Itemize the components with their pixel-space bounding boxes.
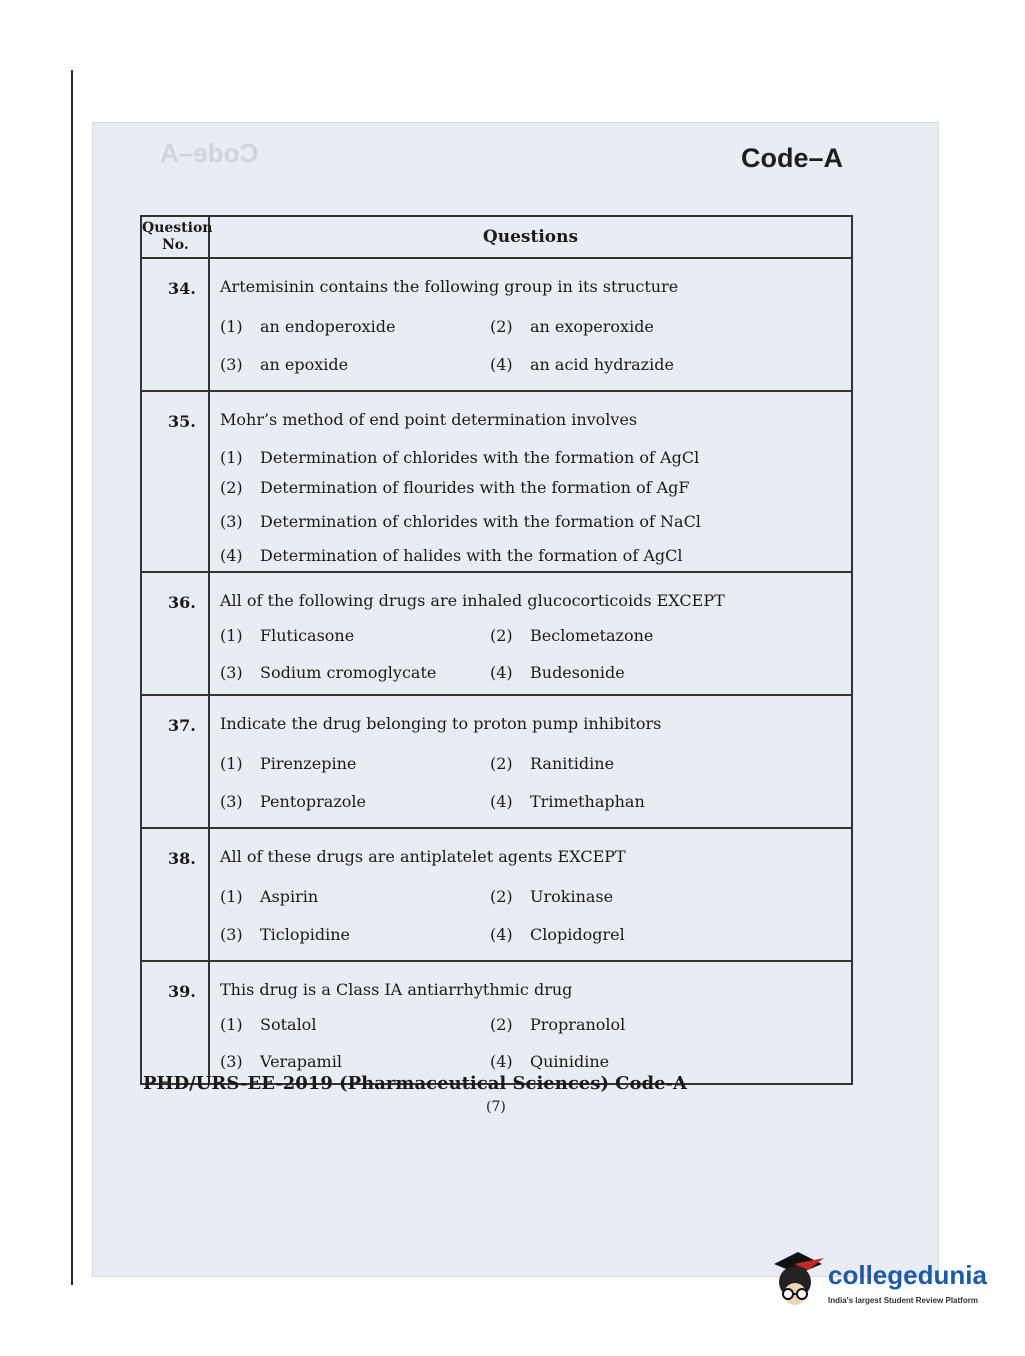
option (490, 355, 674, 374)
question-number: 34. (141, 258, 209, 391)
questions-header: Questions (209, 216, 852, 258)
options-group (220, 611, 851, 694)
question-row (141, 828, 852, 961)
option-text: Pirenzepine (260, 754, 357, 773)
option (220, 663, 436, 682)
option-number: (2) (490, 626, 513, 645)
option (220, 754, 356, 773)
logo-tagline: India's largest Student Review Platform (828, 1296, 978, 1305)
option-text: Determination of chlorides with the formation of AgCl (260, 448, 700, 467)
option-text: Pentoprazole (260, 792, 366, 811)
question-cell (209, 391, 852, 572)
option (490, 1015, 625, 1034)
option-text: Determination of flourides with the formation of AgF (260, 478, 690, 497)
question-row (141, 258, 852, 391)
header-line-1: Question (142, 220, 213, 236)
option-number: (2) (490, 317, 513, 336)
mascot-icon (768, 1250, 824, 1312)
option-number: (3) (220, 512, 243, 531)
option-text: Trimethaphan (530, 792, 645, 811)
question-number: 35. (141, 391, 209, 572)
option (220, 512, 701, 531)
option-number: (3) (220, 925, 243, 944)
options-group (220, 734, 851, 827)
question-table (140, 215, 853, 1085)
option-number: (1) (220, 448, 243, 467)
question-stem: This drug is a Class IA antiarrhythmic drug (220, 980, 573, 999)
option-text: Budesonide (530, 663, 625, 682)
option (490, 754, 614, 773)
option-text: Verapamil (260, 1052, 342, 1071)
options-group (220, 430, 851, 571)
question-number: 38. (141, 828, 209, 961)
table-header-row (141, 216, 852, 258)
option-text: Clopidogrel (530, 925, 625, 944)
collegedunia-logo (768, 1250, 998, 1320)
option-text: Ticlopidine (260, 925, 350, 944)
question-no-header (141, 216, 213, 258)
option-text: Sotalol (260, 1015, 317, 1034)
option-text: an endoperoxide (260, 317, 396, 336)
option-text: Determination of chlorides with the formation of NaCl (260, 512, 701, 531)
code-label: Code–A (741, 143, 844, 173)
question-stem: All of the following drugs are inhaled glucocorticoids EXCEPT (220, 591, 725, 610)
option (490, 626, 653, 645)
header-line-2: No. (162, 237, 189, 253)
option (220, 925, 350, 944)
option-number: (4) (490, 663, 513, 682)
paper-footer: PHD/URS-EE-2019 (Pharmaceutical Sciences) Code-A (143, 1073, 687, 1094)
option (490, 1052, 609, 1071)
option (220, 546, 682, 565)
option-number: (3) (220, 663, 243, 682)
option (490, 792, 645, 811)
scan-edge (71, 70, 73, 1285)
option-text: Propranolol (530, 1015, 626, 1034)
option-number: (1) (220, 626, 243, 645)
question-cell (209, 961, 852, 1084)
option-text: an acid hydrazide (530, 355, 674, 374)
option (490, 887, 613, 906)
question-row (141, 961, 852, 1084)
option (220, 317, 395, 336)
question-stem: Artemisinin contains the following group in its structure (220, 277, 679, 296)
option (220, 887, 318, 906)
option-text: an epoxide (260, 355, 349, 374)
question-number: 37. (141, 695, 209, 828)
option (490, 317, 654, 336)
option (220, 1015, 316, 1034)
option-number: (2) (220, 478, 243, 497)
option-number: (4) (490, 1052, 513, 1071)
question-cell (209, 828, 852, 961)
option-text: Sodium cromoglycate (260, 663, 437, 682)
option-number: (2) (490, 1015, 513, 1034)
option-number: (3) (220, 355, 243, 374)
question-number: 39. (141, 961, 209, 1084)
option-number: (4) (490, 925, 513, 944)
option (220, 1052, 342, 1071)
option (220, 448, 699, 467)
options-group (220, 297, 851, 390)
option-text: Fluticasone (260, 626, 355, 645)
option-number: (2) (490, 754, 513, 773)
option-number: (1) (220, 887, 243, 906)
question-row (141, 391, 852, 572)
option-number: (1) (220, 1015, 243, 1034)
options-group (220, 867, 851, 960)
option (220, 478, 690, 497)
question-number: 36. (141, 572, 209, 695)
option (490, 663, 625, 682)
question-row (141, 695, 852, 828)
option-text: Ranitidine (530, 754, 615, 773)
option-number: (3) (220, 792, 243, 811)
option (220, 355, 348, 374)
option-number: (3) (220, 1052, 243, 1071)
option-number: (4) (490, 355, 513, 374)
option-text: Determination of halides with the formation of AgCl (260, 546, 683, 565)
question-stem: All of these drugs are antiplatelet agents EXCEPT (220, 847, 626, 866)
question-stem: Indicate the drug belonging to proton pump inhibitors (220, 714, 662, 733)
option (490, 925, 625, 944)
logo-wordmark: collegedunia (828, 1260, 987, 1290)
option-text: Aspirin (260, 887, 319, 906)
option-text: Urokinase (530, 887, 614, 906)
option (220, 792, 366, 811)
option (220, 626, 354, 645)
option-number: (4) (220, 546, 243, 565)
option-number: (4) (490, 792, 513, 811)
question-cell (209, 695, 852, 828)
question-cell (209, 572, 852, 695)
option-text: Quinidine (530, 1052, 610, 1071)
option-number: (1) (220, 317, 243, 336)
option-text: an exoperoxide (530, 317, 654, 336)
option-text: Beclometazone (530, 626, 654, 645)
question-stem: Mohr’s method of end point determination involves (220, 410, 638, 429)
options-group (220, 1000, 851, 1083)
option-number: (1) (220, 754, 243, 773)
page-number: (7) (486, 1099, 506, 1115)
option-number: (2) (490, 887, 513, 906)
show-through-text: Code–A (160, 138, 259, 168)
question-cell (209, 258, 852, 391)
question-row (141, 572, 852, 695)
